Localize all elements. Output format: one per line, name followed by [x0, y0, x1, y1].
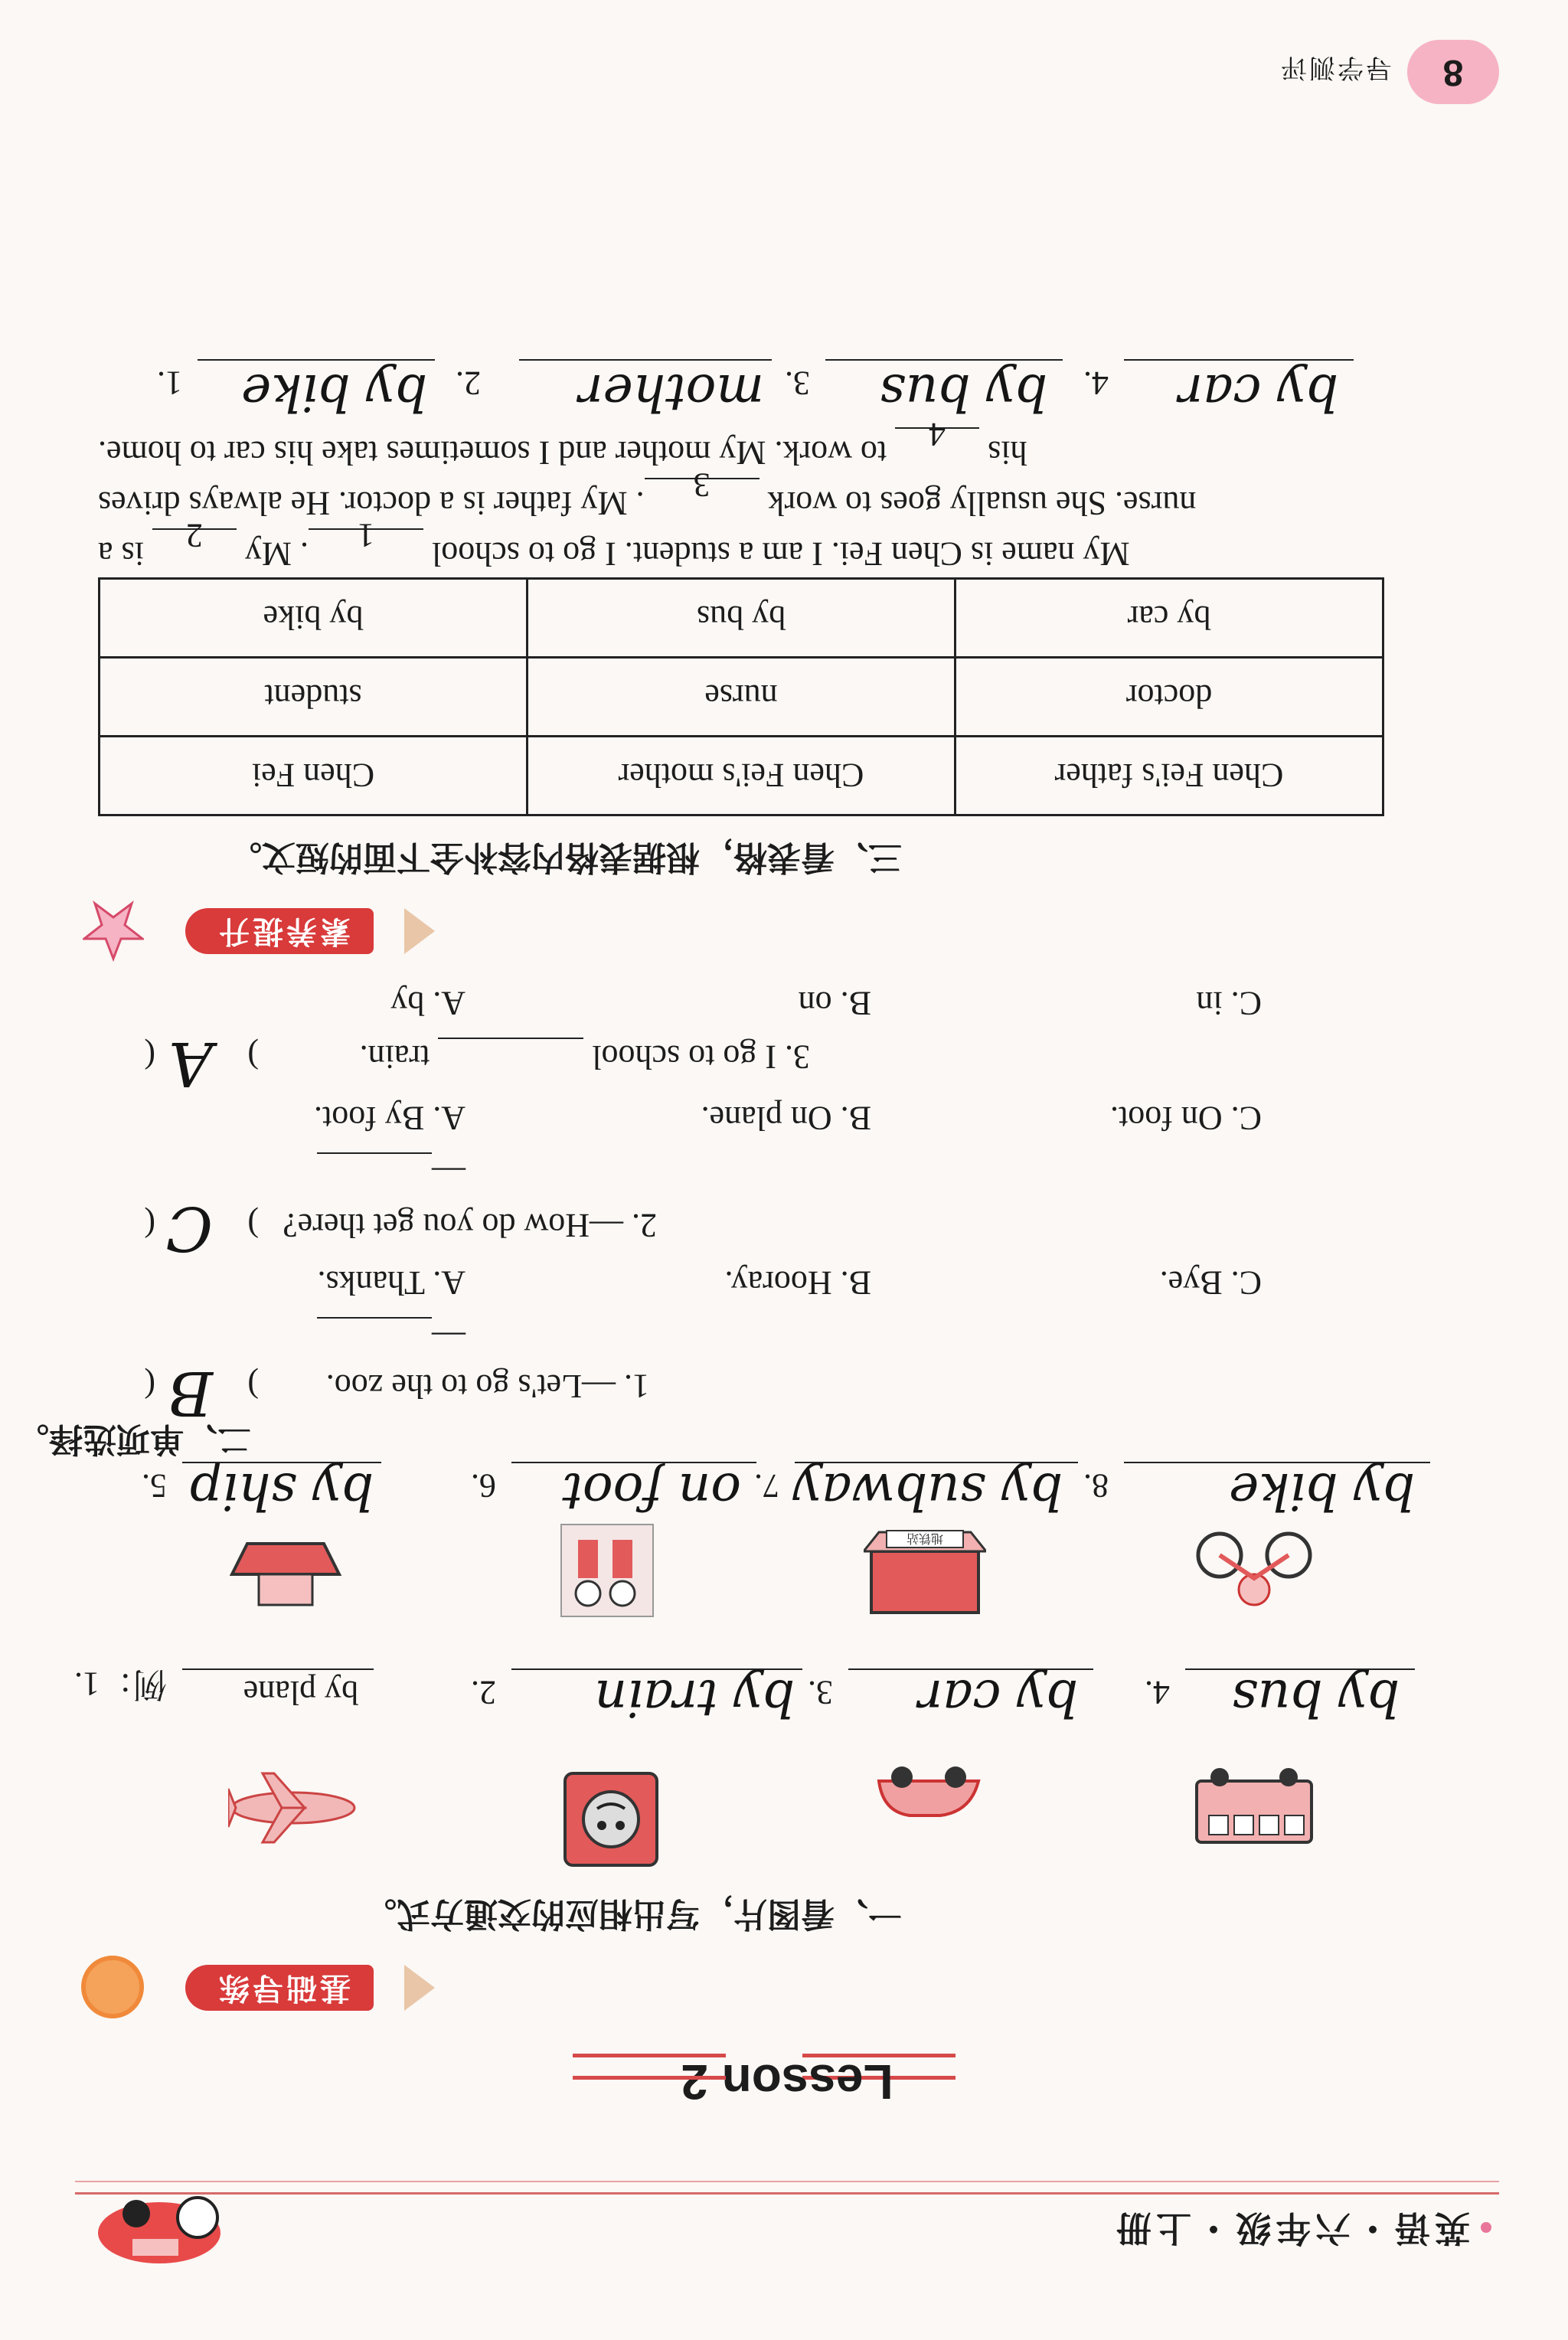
item-6-underline — [511, 1462, 756, 1463]
q3-blank — [438, 1038, 583, 1070]
sun-mascot-icon — [81, 1956, 144, 2018]
item-8-answer: by bike — [1229, 1462, 1415, 1521]
passage-blank-2: 2 — [152, 528, 237, 560]
passage-line-1: My name is Chen Fei. I am a student. I go to school 1. My 2 is a — [98, 517, 1130, 573]
answer-1: by bike — [241, 363, 427, 422]
item-4-num: 4. — [1145, 1674, 1170, 1711]
header-rule — [75, 2192, 1499, 2195]
header-mascot — [90, 2195, 251, 2279]
bike-icon — [1193, 1525, 1315, 1613]
walking-kids-icon — [557, 1517, 657, 1620]
pencil-tip-icon — [404, 1965, 435, 2011]
q3-option-b: B. on — [798, 985, 871, 1022]
q2-stem: 2. —How do you get there? — [283, 1207, 657, 1244]
item-3-answer: by car — [918, 1668, 1078, 1727]
star-mascot-icon — [83, 897, 144, 962]
answer-4-underline — [1124, 359, 1354, 361]
example-label: 例：1. — [74, 1665, 167, 1703]
station-sign: 地铁站 — [906, 1531, 944, 1546]
header-rule-thin — [75, 2181, 1499, 2182]
passage-blank-3: 3 — [645, 478, 760, 510]
passage-blank-4: 4 — [895, 427, 979, 459]
answer-2-num: 2. — [456, 364, 481, 402]
q2-reply-blank — [317, 1152, 432, 1185]
lesson-title: Lesson 2 — [681, 2054, 893, 2110]
item-4-underline — [1185, 1668, 1415, 1670]
table-row — [100, 579, 1383, 658]
passage-blank-1: 1 — [309, 528, 423, 560]
item-3-num: 3. — [808, 1674, 833, 1711]
table-cell: by bike — [100, 579, 528, 658]
section-tag-basic: 基础导练 — [185, 1965, 374, 2011]
q2-option-c: C. On foot. — [1110, 1100, 1262, 1137]
q3-answer-mark: A — [168, 1028, 213, 1100]
q2-option-a: A. By foot. — [314, 1100, 466, 1137]
q2-option-b: B. On plane. — [701, 1100, 871, 1137]
page-number: 8 — [1407, 40, 1499, 104]
section1-title: 一、看图片，写出相应的交通方式。 — [363, 1895, 902, 1933]
answer-1-num: 1. — [157, 364, 182, 402]
answer-2: mother — [579, 363, 764, 422]
item-4-answer: by bus — [1231, 1668, 1400, 1727]
table-cell: nurse — [528, 658, 956, 737]
item-6-answer: on foot — [562, 1462, 741, 1521]
table-cell: Chen Fei — [100, 737, 528, 815]
item-6-num: 6. — [471, 1467, 496, 1505]
item-7-num: 7. — [754, 1467, 779, 1505]
q3-option-c: C. in — [1196, 985, 1262, 1022]
q1-option-c: C. Bye. — [1159, 1264, 1262, 1302]
plane-icon — [228, 1762, 358, 1850]
subway-station-icon — [864, 1525, 986, 1620]
pencil-tip-icon — [404, 908, 435, 954]
q3-stem: 3. I go to school train. — [359, 1038, 810, 1076]
bus-icon — [1193, 1762, 1315, 1850]
example-answer: by plane — [243, 1674, 358, 1711]
table-row — [100, 737, 1383, 815]
q1-stem: 1. —Let's go to the zoo. — [325, 1368, 649, 1405]
section2-title: 二、单项选择。 — [15, 1420, 251, 1458]
info-table — [98, 577, 1384, 816]
q1-answer-mark: B — [168, 1358, 213, 1429]
table-cell: Chen Fei's mother — [528, 737, 956, 815]
table-cell: by car — [956, 579, 1383, 658]
item-8-num: 8. — [1083, 1467, 1109, 1505]
table-cell: Chen Fei's father — [956, 737, 1383, 815]
item-7-answer: by subway — [792, 1462, 1063, 1521]
passage — [98, 416, 1476, 579]
q3-paren-close: ) — [247, 1038, 259, 1076]
item-2-answer: by train — [594, 1668, 795, 1727]
q1-option-a: A. Thanks. — [317, 1264, 466, 1302]
item-7-underline — [795, 1462, 1078, 1463]
answer-2-underline — [519, 359, 772, 361]
q2-reply: — — [317, 1152, 466, 1191]
passage-line-3: his 4 to work. My mother and I sometimes take his car to home. — [98, 416, 1027, 472]
car-icon — [871, 1754, 986, 1835]
item-5-answer: by ship — [189, 1462, 374, 1521]
q2-paren-open: ( — [144, 1207, 155, 1244]
q2-answer-mark: C — [165, 1193, 213, 1264]
table-cell: doctor — [956, 658, 1383, 737]
item-8-underline — [1124, 1462, 1430, 1463]
q3-paren-open: ( — [144, 1038, 155, 1076]
item-5-num: 5. — [142, 1467, 167, 1505]
title-decor-right — [573, 2054, 726, 2080]
item-2-underline — [511, 1668, 802, 1670]
answer-4: by car — [1178, 363, 1338, 422]
q1-reply: — — [317, 1317, 466, 1356]
table-row — [100, 658, 1383, 737]
q1-option-b: B. Hooray. — [724, 1264, 871, 1302]
q3-option-a: A. by — [390, 985, 466, 1022]
item-3-underline — [848, 1668, 1093, 1670]
train-icon — [550, 1754, 672, 1881]
answer-4-num: 4. — [1083, 364, 1109, 402]
q1-paren-close: ) — [247, 1368, 259, 1405]
section-tag-advanced: 素养提升 — [185, 908, 374, 954]
q1-paren-open: ( — [144, 1368, 155, 1405]
page-label: 导学测评 — [1279, 53, 1392, 82]
answer-1-underline — [198, 359, 435, 361]
answer-3: by bus — [879, 363, 1047, 422]
item-2-num: 2. — [471, 1674, 496, 1711]
table-cell: student — [100, 658, 528, 737]
q1-reply-blank — [317, 1317, 432, 1349]
section3-title: 三、看表格，根据表格内容补全下面的短文。 — [228, 838, 902, 876]
example-underline — [182, 1668, 374, 1670]
bullet-dot-icon — [1481, 2222, 1491, 2233]
passage-line-2: nurse. She usually goes to work 3. My father is a doctor. He always drives — [98, 466, 1197, 522]
answer-3-num: 3. — [785, 364, 810, 402]
q2-paren-close: ) — [247, 1207, 259, 1244]
header-book-title: 英语・六年级・上册 — [1112, 2205, 1491, 2256]
table-cell: by bus — [528, 579, 956, 658]
answer-3-underline — [825, 359, 1063, 361]
ship-icon — [228, 1532, 343, 1620]
